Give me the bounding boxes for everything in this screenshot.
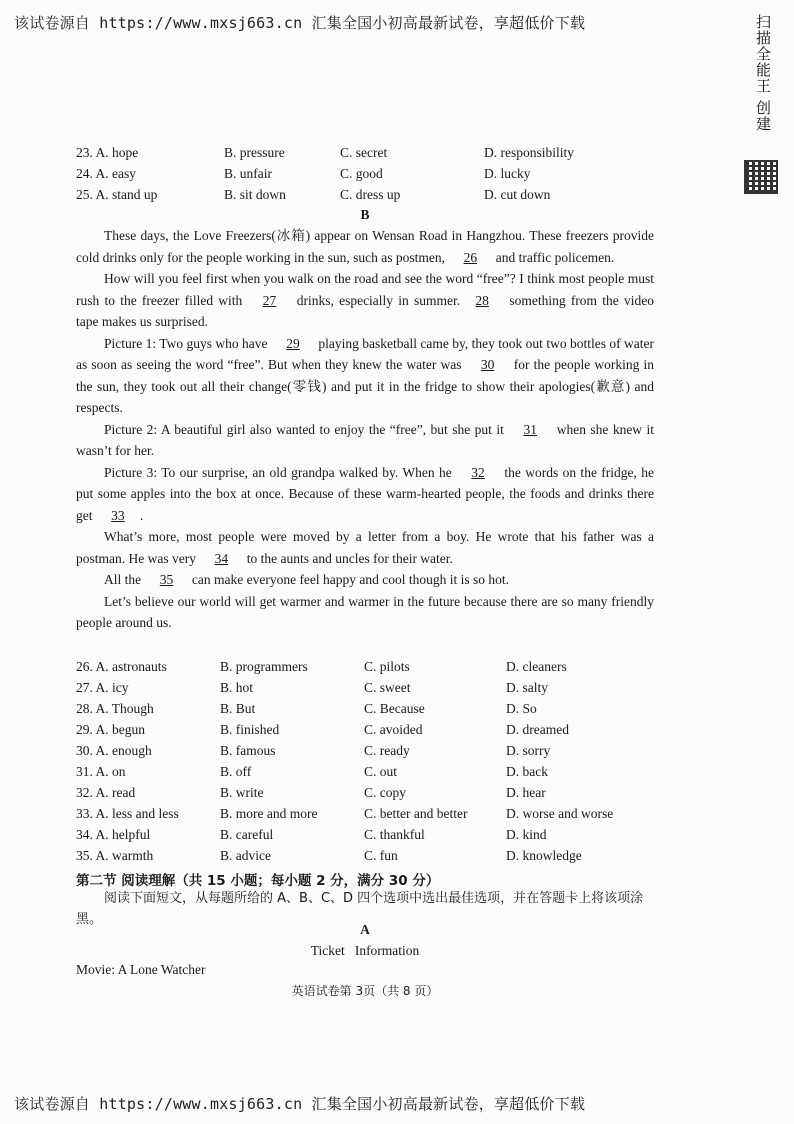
blank-34: 34 [214, 550, 229, 566]
option-row: 34. A. helpful B. careful C. thankful D. kind [76, 827, 547, 842]
paragraph: Picture 2: A beautiful girl also wanted to enjoy the “free”, but she put it 31 when she knew it wasn’t for her. [76, 419, 654, 462]
movie-line: Movie: A Lone Watcher [76, 962, 206, 977]
option-row: 27. A. icy B. hot C. sweet D. salty [76, 680, 548, 695]
paragraph: These days, the Love Freezers(冰箱) appear on Wensan Road in Hangzhou. These freezers provide cold drinks only for the people working in the sun, such as postmen, 26 and traffic policemen. [76, 225, 654, 268]
qr-code-icon [744, 160, 778, 194]
blank-26: 26 [463, 249, 478, 265]
option-row: 25. A. stand up B. sit down C. dress up D. cut down [76, 187, 551, 202]
blank-35: 35 [159, 572, 174, 587]
option-row: 33. A. less and less B. more and more C. better and better D. worse and worse [76, 806, 614, 821]
blank-30: 30 [480, 357, 495, 372]
option-row: 31. A. on B. off C. out D. back [76, 764, 548, 779]
part-a-label: A [360, 922, 370, 937]
section-heading: 第二节 阅读理解（共 15 小题；每小题 2 分，满分 30 分） [76, 873, 440, 889]
blank-33: 33 [111, 507, 125, 523]
option-row: 35. A. warmth B. advice C. fun D. knowledge [76, 848, 582, 863]
scanner-watermark: 扫描全能王 创建 [754, 14, 772, 132]
page-footer: 英语试卷第 3页（共 8 页） [291, 984, 439, 998]
source-banner-bottom: 该试卷源自 https://www.mxsj663.cn 汇集全国小初高最新试卷，享超低价下载 [14, 1095, 586, 1113]
blank-28: 28 [475, 292, 489, 308]
passage-b [76, 225, 654, 634]
source-banner-top: 该试卷源自 https://www.mxsj663.cn 汇集全国小初高最新试卷，享超低价下载 [14, 14, 586, 32]
option-row: 32. A. read B. write C. copy D. hear [76, 785, 546, 800]
paragraph: How will you feel first when you walk on the road and see the word “free”? I think most people must rush to the freezer filled with 27 drinks, especially in summer. 28 something from the video tape makes us surprised. [76, 271, 654, 329]
option-row: 29. A. begun B. finished C. avoided D. dreamed [76, 722, 569, 737]
option-row: 28. A. Though B. But C. Because D. So [76, 701, 537, 716]
paragraph: All the 35 can make everyone feel happy and cool though it is so hot. [76, 569, 654, 591]
paragraph: Picture 3: To our surprise, an old grandpa walked by. When he 32 the words on the fridge, he put some apples into the box at once. Because of these warm-hearted people, the foods and drinks there get 33 . [76, 462, 654, 527]
option-row: 30. A. enough B. famous C. ready D. sorry [76, 743, 551, 758]
ticket-title: Ticket Information [310, 943, 420, 958]
blank-32: 32 [471, 464, 485, 480]
blank-31: 31 [523, 421, 538, 437]
paragraph: Picture 1: Two guys who have 29 playing basketball came by, they took out two bottles of water as soon as seeing the word “free”. But when they knew the water was 30 for the people working in the sun, they took out all their change(零钱) and put it in the fridge to show their apologies(歉意) and respects. [76, 333, 654, 419]
blank-29: 29 [286, 335, 300, 351]
section-instruction: 阅读下面短文，从每题所给的 A、B、C、D 四个选项中选出最佳选项，并在答题卡上将该项涂黑。 [76, 891, 644, 927]
blank-27: 27 [262, 292, 277, 308]
option-row: 23. A. hope B. pressure C. secret D. responsibility [76, 145, 574, 160]
paragraph: What’s more, most people were moved by a letter from a boy. He wrote that his father was a postman. He was very 34 to the aunts and uncles for their water. [76, 526, 654, 569]
part-b-label: B [360, 207, 370, 222]
option-row: 26. A. astronauts B. programmers C. pilots D. cleaners [76, 659, 567, 674]
paragraph: Let’s believe our world will get warmer and warmer in the future because there are so many friendly people around us. [76, 593, 654, 630]
option-row: 24. A. easy B. unfair C. good D. lucky [76, 166, 531, 181]
